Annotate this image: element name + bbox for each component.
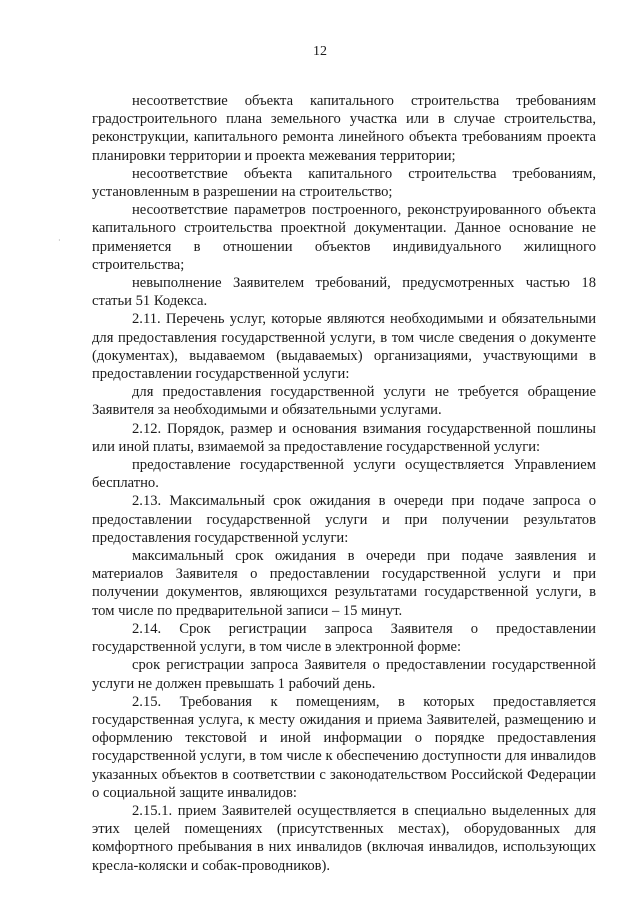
paragraph: 2.15.1. прием Заявителей осуществляется в специально выделенных для этих целей помещениях (присутственных местах), оборудованных для комфортного пребывания в них инвалидов (включая инвалидов, использующих кресла-коляски и собак-проводников).	[92, 802, 596, 874]
document-body	[92, 92, 596, 875]
paragraph: несоответствие объекта капитального строительства требованиям, установленным в разрешении на строительство;	[92, 165, 596, 201]
paragraph: 2.15. Требования к помещениям, в которых предоставляется государственная услуга, к месту ожидания и приема Заявителей, размещению и оформлению текстовой и иной информации о порядке предоставления государственной услуги, в том числе к обеспечению доступности для инвалидов указанных объектов в соответствии с законодательством Российской Федерации о социальной защите инвалидов:	[92, 693, 596, 801]
paragraph: 2.13. Максимальный срок ожидания в очереди при подаче запроса о предоставлении государственной услуги и при получении результатов предоставления государственной услуги:	[92, 493, 596, 546]
paragraph: 2.12. Порядок, размер и основания взимания государственной пошлины или иной платы, взимаемой за предоставление государственной услуги:	[92, 420, 596, 455]
paragraph: несоответствие объекта капитального строительства требованиям градостроительного плана земельного участка или в случае строительства, реконструкции, капитального ремонта линейного объекта требованиям проекта планировки территории и проекта межевания территории;	[92, 93, 596, 164]
paragraph: несоответствие параметров построенного, реконструированного объекта капитального строительства проектной документации. Данное основание не применяется в отношении объектов индивидуального жилищного строительства;	[92, 202, 596, 273]
paragraph: 2.11. Перечень услуг, которые являются необходимыми и обязательными для предоставления государственной услуги, в том числе сведения о документе (документах), выдаваемом (выдаваемых) организациями, участвующими в предоставлении государственной услуги:	[92, 311, 596, 383]
paragraph: 2.14. Срок регистрации запроса Заявителя о предоставлении государственной услуги, в том числе в электронной форме:	[92, 620, 596, 656]
paragraph: предоставление государственной услуги осуществляется Управлением бесплатно.	[92, 457, 596, 492]
page-number: 12	[313, 44, 327, 59]
paragraph: максимальный срок ожидания в очереди при подаче заявления и материалов Заявителя о предоставлении государственной услуги и при получении документов, являющихся результатами государственной услуги, в том числе по предварительной записи – 15 минут.	[92, 548, 596, 619]
paragraph: срок регистрации запроса Заявителя о предоставлении государственной услуги не должен превышать 1 рабочий день.	[92, 657, 596, 692]
scan-artifact: ·	[58, 236, 61, 245]
paragraph: для предоставления государственной услуги не требуется обращение Заявителя за необходимыми и обязательными услугами.	[92, 384, 596, 419]
paragraph: невыполнение Заявителем требований, предусмотренных частью 18 статьи 51 Кодекса.	[92, 275, 596, 310]
